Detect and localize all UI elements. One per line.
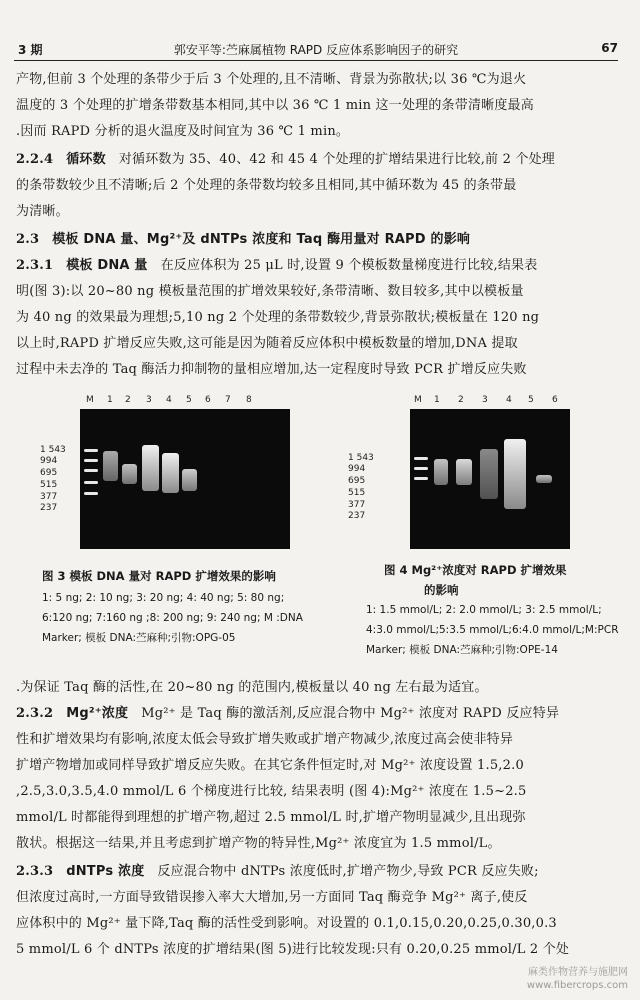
lane-smear — [434, 459, 448, 485]
page-number: 67 — [601, 41, 618, 55]
section-number: 2.3 — [16, 232, 40, 247]
ladder-label: 237 — [40, 503, 58, 513]
ladder-label: 994 — [348, 464, 366, 474]
body-text-line: 的条带数较少且不清晰;后 2 个处理的条带数均较多且相同,其中循环数为 45 的条带最 — [16, 178, 517, 193]
lane-smear — [480, 449, 498, 499]
lane-label: 5 — [528, 395, 534, 405]
body-text-line: 过程中未去净的 Taq 酶活力抑制物的量相应增加,达一定程度时导致 PCR 扩增反应失败 — [16, 362, 527, 377]
marker-band — [84, 492, 98, 495]
section-title: 模板 DNA 量、Mg²⁺及 dNTPs 浓度和 Taq 酶用量对 RAPD 的影响 — [52, 232, 471, 247]
fig3-lane-labels — [80, 395, 290, 409]
ladder-label: 695 — [40, 468, 58, 478]
body-text-line: 应体积中的 Mg²⁺ 量下降,Taq 酶的活性受到影响。对设置的 0.1,0.15,0.20,0.25,0.30,0.3 — [16, 916, 557, 931]
lane-smear — [456, 459, 472, 485]
body-text-line: 性和扩增效果均有影响,浓度太低会导致扩增失败或扩增产物减少,浓度过高会使非特异 — [16, 732, 514, 747]
section-number: 2.3.3 — [16, 864, 54, 879]
fig4-gel-image — [410, 409, 570, 549]
ladder-label: 695 — [348, 476, 366, 486]
marker-band — [414, 477, 428, 480]
section-2-3-3 — [16, 862, 622, 882]
watermark-line: www.fibercrops.com — [526, 980, 628, 991]
section-number: 2.3.1 — [16, 258, 54, 273]
lane-label: M — [86, 395, 94, 405]
body-text: Mg²⁺ 是 Taq 酶的激活剂,反应混合物中 Mg²⁺ 浓度对 RAPD 反应特异 — [141, 706, 560, 721]
body-text-line: .为保证 Taq 酶的活性,在 20~80 ng 的范围内,模板量以 40 ng 左右最为适宜。 — [16, 680, 488, 695]
lane-smear — [504, 439, 526, 509]
section-title: 循环数 — [66, 152, 106, 167]
lane-label: 8 — [246, 395, 252, 405]
lane-label: 3 — [482, 395, 488, 405]
ladder-label: 1 543 — [348, 453, 374, 463]
running-header — [14, 38, 618, 61]
body-text-line: .因而 RAPD 分析的退火温度及时间宜为 36 ℃ 1 min。 — [16, 124, 350, 139]
lane-smear — [142, 445, 159, 491]
watermark-line: 麻类作物营养与施肥网 — [528, 967, 628, 978]
section-2-3-2 — [16, 704, 622, 724]
section-2-2-4 — [16, 150, 622, 170]
section-title: Mg²⁺浓度 — [66, 706, 129, 721]
lane-label: 2 — [458, 395, 464, 405]
lane-label: 4 — [506, 395, 512, 405]
lane-label: 7 — [225, 395, 231, 405]
body-text-line: 产物,但前 3 个处理的条带少于后 3 个处理的,且不清晰、背景为弥散状;以 36 ℃为退火 — [16, 72, 527, 87]
fig3-caption-line: 6:120 ng; 7:160 ng ;8: 200 ng; 9: 240 ng; M :DNA — [42, 612, 303, 624]
fig3-caption-line: Marker; 模板 DNA:苎麻种;引物:OPG-05 — [42, 632, 236, 644]
body-text-line: ,2.5,3.0,3.5,4.0 mmol/L 6 个梯度进行比较, 结果表明 (图 4):Mg²⁺ 浓度在 1.5~2.5 — [16, 784, 527, 799]
issue-number: 3 期 — [18, 43, 43, 57]
body-text-line: 为清晰。 — [16, 204, 69, 219]
lane-smear — [536, 475, 552, 483]
marker-band — [414, 467, 428, 470]
marker-band — [84, 481, 98, 484]
lane-label: 1 — [107, 395, 113, 405]
lane-smear — [103, 451, 118, 481]
fig3-gel-image — [80, 409, 290, 549]
marker-band — [414, 457, 428, 460]
body-text: 反应混合物中 dNTPs 浓度低时,扩增产物少,导致 PCR 反应失败; — [157, 864, 539, 879]
lane-label: 6 — [552, 395, 558, 405]
ladder-label: 377 — [40, 492, 58, 502]
ladder-label: 515 — [40, 480, 58, 490]
figure-4 — [346, 395, 606, 635]
fig4-caption-line: 4:3.0 mmol/L;5:3.5 mmol/L;6:4.0 mmol/L;M:PCR — [366, 624, 619, 636]
fig4-caption-line: 1: 1.5 mmol/L; 2: 2.0 mmol/L; 3: 2.5 mmol/L; — [366, 604, 602, 616]
section-2-3-1 — [16, 256, 622, 276]
running-title: 郭安平等:苎麻属植物 RAPD 反应体系影响因子的研究 — [173, 43, 459, 57]
lane-label: 1 — [434, 395, 440, 405]
lane-smear — [162, 453, 179, 493]
body-text-line: 为 40 ng 的效果最为理想;5,10 ng 2 个处理的条带数较少,背景弥散状;模板量在 120 ng — [16, 310, 540, 325]
fig4-caption-title: 图 4 Mg²⁺浓度对 RAPD 扩增效果 — [384, 563, 567, 577]
fig3-caption-line: 1: 5 ng; 2: 10 ng; 3: 20 ng; 4: 40 ng; 5: 80 ng; — [42, 592, 285, 604]
body-text-line: 扩增产物增加或同样导致扩增反应失败。在其它条件恒定时,对 Mg²⁺ 浓度设置 1.5,2.0 — [16, 758, 524, 773]
marker-band — [84, 449, 98, 452]
body-text-line: 散状。根据这一结果,并且考虑到扩增产物的特异性,Mg²⁺ 浓度宜为 1.5 mmol/L。 — [16, 836, 501, 851]
body-text-line: 以上时,RAPD 扩增反应失败,这可能是因为随着反应体积中模板数量的增加,DNA 提取 — [16, 336, 518, 351]
lane-label: 5 — [186, 395, 192, 405]
fig3-caption-title: 图 3 模板 DNA 量对 RAPD 扩增效果的影响 — [42, 569, 276, 583]
ladder-label: 515 — [348, 488, 366, 498]
body-text-line: 温度的 3 个处理的扩增条带数基本相同,其中以 36 ℃ 1 min 这一处理的条带清晰度最高 — [16, 98, 534, 113]
lane-label: M — [414, 395, 422, 405]
ladder-label: 377 — [348, 500, 366, 510]
lane-label: 2 — [125, 395, 131, 405]
marker-band — [84, 469, 98, 472]
body-text-line: 5 mmol/L 6 个 dNTPs 浓度的扩增结果(图 5)进行比较发现:只有 0.20,0.25 mmol/L 2 个处 — [16, 942, 570, 957]
body-text: 对循环数为 35、40、42 和 45 4 个处理的扩增结果进行比较,前 2 个处理 — [118, 152, 555, 167]
ladder-label: 1 543 — [40, 445, 66, 455]
body-text-line: 明(图 3):以 20~80 ng 模板量范围的扩增效果较好,条带清晰、数目较多,其中以模板量 — [16, 284, 524, 299]
section-number: 2.2.4 — [16, 152, 54, 167]
marker-band — [84, 459, 98, 462]
ladder-label: 994 — [40, 456, 58, 466]
section-2-3 — [16, 230, 622, 250]
body-text-line: mmol/L 时都能得到理想的扩增产物,超过 2.5 mmol/L 时,扩增产物明显减少,且出现弥 — [16, 810, 526, 825]
lane-label: 4 — [166, 395, 172, 405]
lane-smear — [122, 464, 137, 484]
site-watermark — [527, 966, 628, 992]
section-title: 模板 DNA 量 — [66, 258, 148, 273]
body-text-line: 但浓度过高时,一方面导致错误掺入率大大增加,另一方面同 Taq 酶竞争 Mg²⁺ 离子,使反 — [16, 890, 528, 905]
lane-label: 3 — [146, 395, 152, 405]
fig4-lane-labels — [386, 395, 596, 409]
lane-label: 6 — [205, 395, 211, 405]
fig4-caption-title: 的影响 — [424, 583, 459, 597]
fig4-caption-line: Marker; 模板 DNA:苎麻种;引物:OPE-14 — [366, 644, 558, 656]
ladder-label: 237 — [348, 511, 366, 521]
section-number: 2.3.2 — [16, 706, 54, 721]
section-title: dNTPs 浓度 — [66, 864, 145, 879]
lane-smear — [182, 469, 197, 491]
body-text: 在反应体积为 25 μL 时,设置 9 个模板数量梯度进行比较,结果表 — [160, 258, 538, 273]
